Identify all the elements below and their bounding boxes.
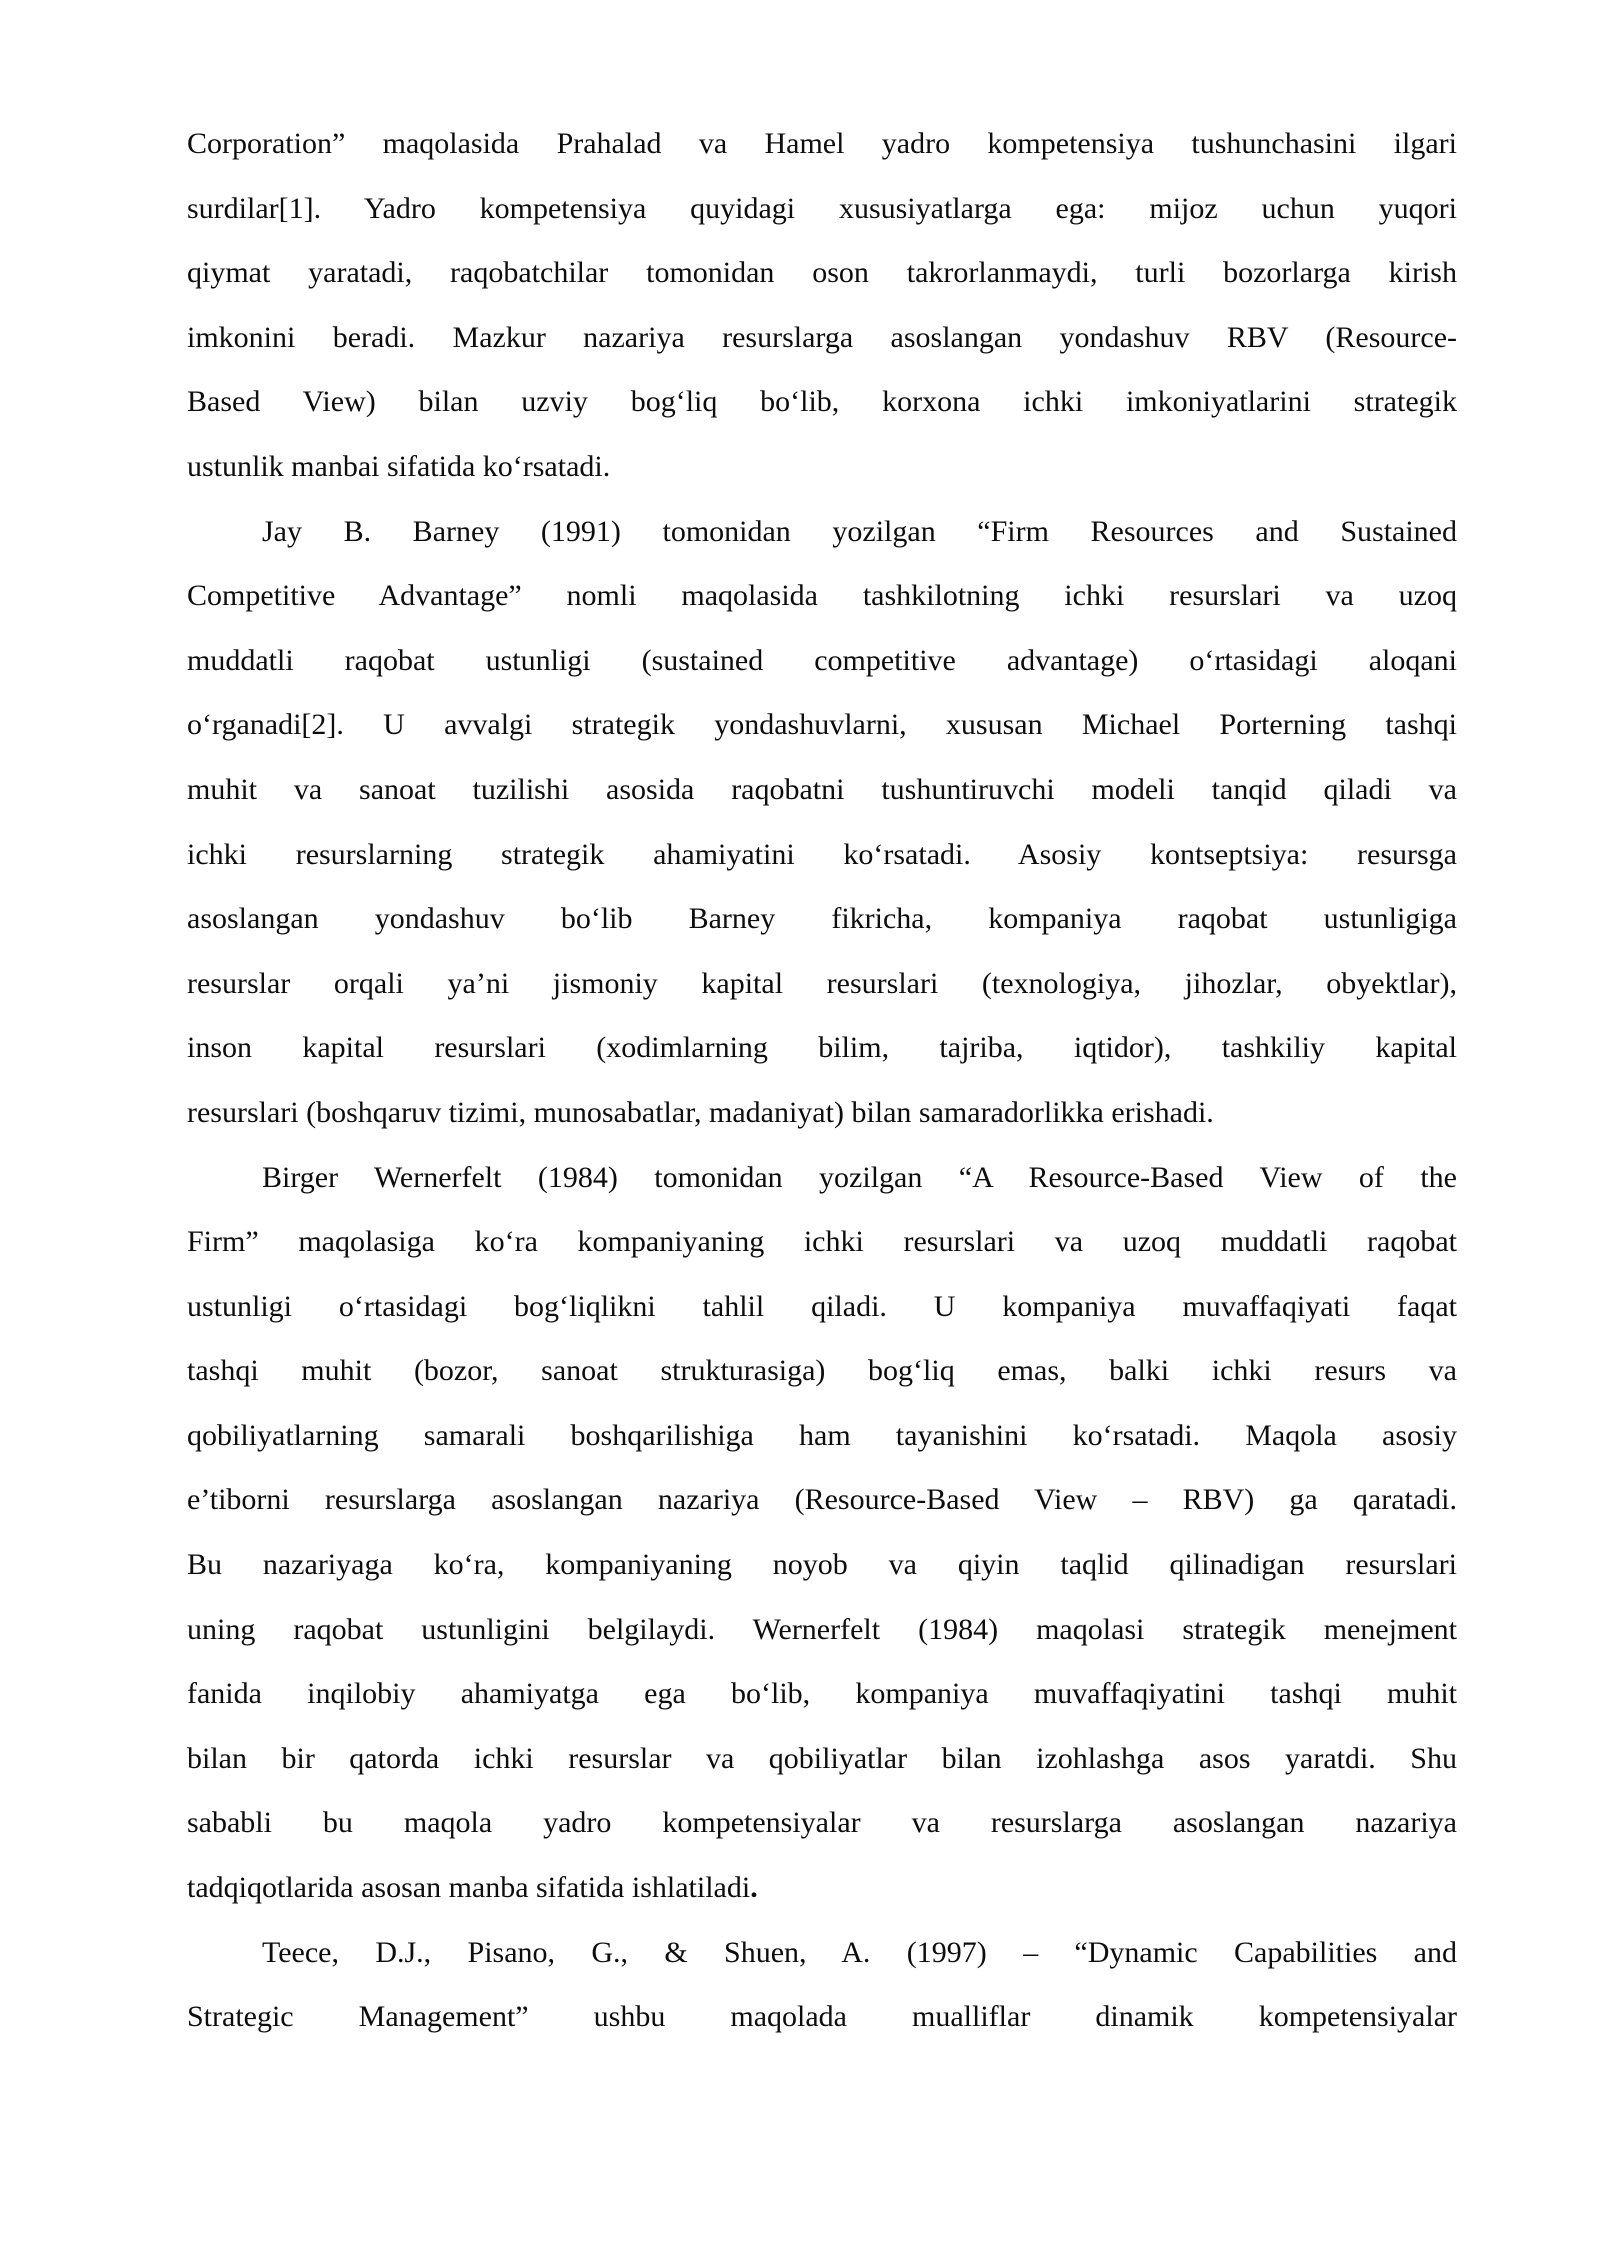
paragraph-2: [187, 500, 1457, 1146]
text-line: e’tiborni resurslarga asoslangan nazariya (Resource-Based View – RBV) ga qaratadi.: [187, 1483, 1457, 1517]
text-line: surdilar[1]. Yadro kompetensiya quyidagi xususiyatlarga ega: mijoz uchun yuqori: [187, 191, 1457, 225]
text-line: fanida inqilobiy ahamiyatga ega bo‘lib, kompaniya muvaffaqiyatini tashqi muhit: [187, 1677, 1457, 1711]
text-line: sababli bu maqola yadro kompetensiyalar va resurslarga asoslangan nazariya: [187, 1806, 1457, 1840]
text-line: tashqi muhit (bozor, sanoat strukturasiga) bog‘liq emas, balki ichki resurs va: [187, 1354, 1457, 1388]
paragraph-4: [187, 1921, 1457, 2050]
text-line: Strategic Management” ushbu maqolada mualliflar dinamik kompetensiyalar: [187, 2000, 1457, 2034]
text-line: ustunlik manbai sifatida ko‘rsatadi.: [187, 449, 611, 483]
text-line: Birger Wernerfelt (1984) tomonidan yozilgan “A Resource-Based View of the: [262, 1160, 1457, 1194]
paragraph-3: [187, 1146, 1457, 1921]
text-line: inson kapital resurslari (xodimlarning bilim, tajriba, iqtidor), tashkiliy kapital: [187, 1031, 1457, 1065]
text-line: asoslangan yondashuv bo‘lib Barney fikricha, kompaniya raqobat ustunligiga: [187, 902, 1457, 936]
text-line: ichki resurslarning strategik ahamiyatini ko‘rsatadi. Asosiy kontseptsiya: resursga: [187, 837, 1457, 871]
text-line: Competitive Advantage” nomli maqolasida tashkilotning ichki resurslari va uzoq: [187, 579, 1457, 613]
text-line: muddatli raqobat ustunligi (sustained competitive advantage) o‘rtasidagi aloqani: [187, 643, 1457, 677]
text-line: resurslari (boshqaruv tizimi, munosabatlar, madaniyat) bilan samaradorlikka erishadi.: [187, 1095, 1214, 1129]
text-line: Based View) bilan uzviy bog‘liq bo‘lib, korxona ichki imkoniyatlarini strategik: [187, 385, 1457, 419]
paragraph-1: [187, 112, 1457, 500]
document-text: [187, 112, 1457, 2050]
text-line: Bu nazariyaga ko‘ra, kompaniyaning noyob va qiyin taqlid qilinadigan resurslari: [187, 1548, 1457, 1582]
text-line: o‘rganadi[2]. U avvalgi strategik yondashuvlarni, xususan Michael Porterning tashqi: [187, 708, 1457, 742]
text-line: qiymat yaratadi, raqobatchilar tomonidan oson takrorlanmaydi, turli bozorlarga kirish: [187, 256, 1457, 290]
text-line: muhit va sanoat tuzilishi asosida raqobatni tushuntiruvchi modeli tanqid qiladi va: [187, 772, 1457, 806]
text-line: Teece, D.J., Pisano, G., & Shuen, A. (1997) – “Dynamic Capabilities and: [262, 1935, 1457, 1969]
bold-period: .: [750, 1871, 758, 1905]
text-line: uning raqobat ustunligini belgilaydi. Wernerfelt (1984) maqolasi strategik menejment: [187, 1612, 1457, 1646]
text-line: Corporation” maqolasida Prahalad va Hamel yadro kompetensiya tushunchasini ilgari: [187, 127, 1457, 160]
text-line: Jay B. Barney (1991) tomonidan yozilgan “Firm Resources and Sustained: [262, 514, 1457, 548]
text-line: Firm” maqolasiga ko‘ra kompaniyaning ichki resurslari va uzoq muddatli raqobat: [187, 1225, 1457, 1259]
text-line: ustunligi o‘rtasidagi bog‘liqlikni tahlil qiladi. U kompaniya muvaffaqiyati faqat: [187, 1289, 1457, 1323]
text-line: tadqiqotlarida asosan manba sifatida ishlatiladi.: [187, 1871, 758, 1905]
text-line: bilan bir qatorda ichki resurslar va qobiliyatlar bilan izohlashga asos yaratdi. Shu: [187, 1741, 1457, 1775]
text-line: resurslar orqali ya’ni jismoniy kapital resurslari (texnologiya, jihozlar, obyektlar),: [187, 966, 1457, 1000]
text-line: imkonini beradi. Mazkur nazariya resurslarga asoslangan yondashuv RBV (Resource-: [187, 320, 1457, 354]
text-line: qobiliyatlarning samarali boshqarilishiga ham tayanishini ko‘rsatadi. Maqola asosiy: [187, 1418, 1457, 1452]
